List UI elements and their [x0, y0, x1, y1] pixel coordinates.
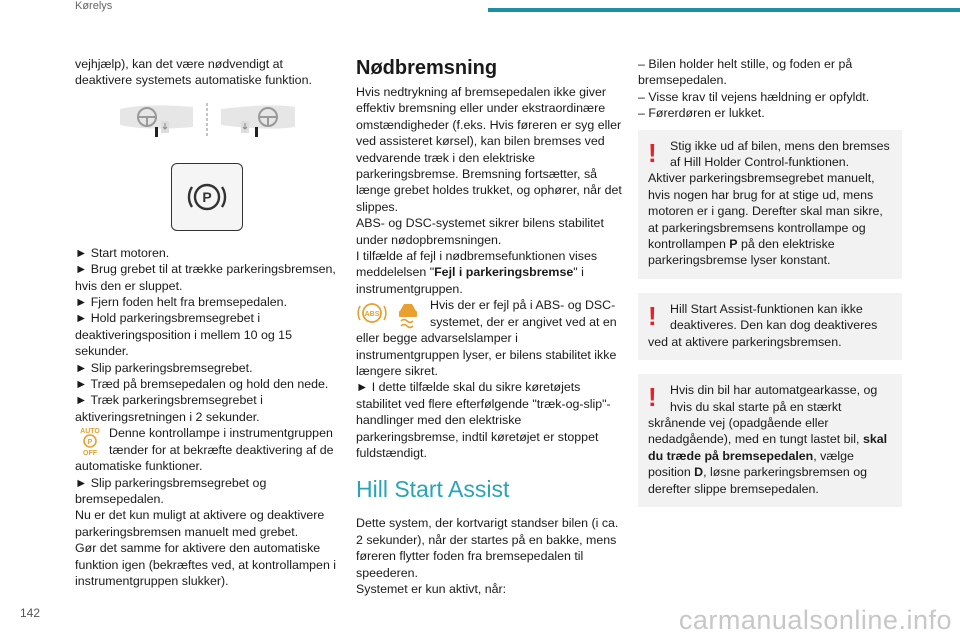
- abs-fault-text: Hvis der er fejl på i ABS- og DSC-systemet, der er angivet ved at en eller begge advarselslamper i instrumentgruppen lyser, er bilens stabilitet ikke længere sikret.: [356, 298, 617, 378]
- step-item: ► Start motoren.: [75, 245, 170, 260]
- warning-text-bold: skal du træde på bremsepedalen: [648, 432, 888, 463]
- warning-box-hill-start-deactivation: [638, 293, 902, 360]
- fault-message-name: Fejl i parkeringsbremse: [434, 265, 574, 280]
- warning-text: Stig ikke ud af bilen, mens den bremses af Hill Holder Control-funktionen.: [670, 138, 890, 170]
- step-item: ► Fjern foden helt fra bremsepedalen.: [75, 295, 288, 310]
- section-heading-emergency-braking: Nødbremsning: [356, 57, 498, 79]
- off-label: OFF: [83, 450, 97, 458]
- condition-item: – Bilen holder helt stille, og foden er på bremsepedalen.: [638, 57, 853, 88]
- intro-text: vejhjælp), kan det være nødvendigt at deaktivere systemets automatiske funktion.: [75, 57, 312, 88]
- parking-brake-icon: [185, 175, 229, 219]
- warning-text: [648, 382, 892, 497]
- step-item: ► Træk parkeringsbremsegrebet i aktiveringsretningen i 2 sekunder.: [75, 393, 263, 424]
- lamp-description: Denne kontrollampe i instrumentgruppen tænder for at bekræfte deaktivering af de automatiske funktioner.: [75, 426, 334, 474]
- running-header: Kørelys: [75, 0, 113, 12]
- gear-position-label: D: [694, 465, 704, 480]
- hill-start-conditions-intro: Systemet er kun aktivt, når:: [356, 581, 507, 596]
- warning-box-automatic-gearbox: [638, 374, 902, 507]
- fault-text-post: " i instrumentgruppen.: [356, 265, 584, 296]
- warning-text-mid: , vælge position: [648, 448, 854, 480]
- warning-icon: !: [648, 382, 657, 413]
- step-item: ► Slip parkeringsbremsegrebet.: [75, 360, 253, 375]
- step-item: ► Brug grebet til at trække parkeringsbremsen, hvis den er sluppet.: [75, 262, 336, 293]
- abs-dsc-warning-icons: [356, 297, 426, 329]
- step-item: ► Hold parkeringsbremsegrebet i deaktiveringsposition i mellem 10 og 15 sekunder.: [75, 311, 292, 359]
- condition-item: – Visse krav til vejens hældning er opfyldt.: [638, 89, 870, 104]
- abs-dsc-text: ABS- og DSC-systemet sikrer bilens stabilitet under nødopbremsningen.: [356, 216, 604, 247]
- column-middle: [356, 56, 622, 597]
- fault-text-pre: I tilfælde af fejl i nødbremsefunktionen vises meddelelsen ": [356, 249, 598, 280]
- column-right: [638, 56, 902, 521]
- hill-start-description: Dette system, der kortvarigt standser bilen (i ca. 2 sekunder), når der startes på en bakke, mens føreren flytter foden fra bremsepedalen til speederen.: [356, 516, 619, 580]
- fault-message-text: [356, 248, 622, 297]
- step-item: ► Træd på bremsepedalen og hold den nede.: [75, 377, 329, 392]
- parking-brake-switch-illustration: [171, 163, 243, 231]
- auto-off-warning-icon: [75, 425, 105, 457]
- emergency-braking-text: Hvis nedtrykning af bremsepedalen ikke giver effektiv bremsning eller under ekstraordinære omstændigheder (f.eks. Hvis føreren er syg eller ved assisteret kørsel), kan bilen bremses ved vedvarende træk i den elektriske parkeringsbremse. Bremsning fortsætter, så længe grebet holdes trukket, og ophører, når det slippes.: [356, 85, 622, 214]
- warning-icon: !: [648, 137, 657, 168]
- section-heading-hill-start-assist: Hill Start Assist: [356, 476, 510, 503]
- svg-text:P: P: [87, 439, 93, 447]
- warning-box-exit-vehicle: [638, 130, 902, 279]
- warning-text-post: , løsne parkeringsbremsen og derefter slippe bremsepedalen.: [648, 465, 868, 496]
- svg-text:P: P: [202, 188, 212, 205]
- steering-wheel-illustration: [75, 103, 343, 151]
- condition-item: – Førerdøren er lukket.: [638, 106, 765, 121]
- warning-text-pre: Aktiver parkeringsbremsegrebet manuelt, hvis nogen har brug for at stige ud, mens motoren er i gang. Derefter skal man sikre, at parkeringsbremsens kontrollampe og kontrollampen: [648, 171, 883, 252]
- page-number: 142: [20, 606, 41, 620]
- column-left: [75, 56, 343, 589]
- step-item: ► I dette tilfælde skal du sikre køretøjets stabilitet ved flere efterfølgende "træk-og-slip"-handlinger med den elektriske parkeringsbremse, indtil køretøjet er stoppet fuldstændigt.: [356, 380, 611, 460]
- watermark: carmanualsonline.info: [678, 605, 952, 635]
- auto-off-lamp-block: [75, 425, 343, 474]
- header-accent-bar: [488, 8, 960, 12]
- manual-note: Nu er det kun muligt at aktivere og deaktivere parkeringsbremsen manuelt med grebet.: [75, 508, 325, 539]
- warning-text: [648, 170, 892, 268]
- warning-text: Hill Start Assist-funktionen kan ikke deaktiveres. Den kan dog deaktiveres ved at aktivere parkeringsbremsen.: [648, 301, 878, 349]
- abs-warning-block: [356, 297, 622, 379]
- auto-label: AUTO: [80, 428, 100, 436]
- p-lamp-label: P: [729, 237, 738, 252]
- warning-text-post: på den elektriske parkeringsbremse lyser konstant.: [648, 237, 835, 268]
- step-item: ► Slip parkeringsbremsegrebet og bremsepedalen.: [75, 475, 267, 506]
- abs-label: ABS: [364, 311, 380, 319]
- warning-text-pre: Hvis din bil har automatgearkasse, og hvis du skal starte på en stærkt skrånende vej (opadgående eller nedadgående), med en tungt lastet bil,: [648, 383, 878, 447]
- warning-icon: !: [648, 300, 657, 331]
- reactivate-note: Gør det samme for aktivere den automatiske funktion igen (bekræftes ved, at kontrollampen i instrumentgruppen slukker).: [75, 541, 337, 588]
- steering-wheel-icon: [75, 103, 343, 151]
